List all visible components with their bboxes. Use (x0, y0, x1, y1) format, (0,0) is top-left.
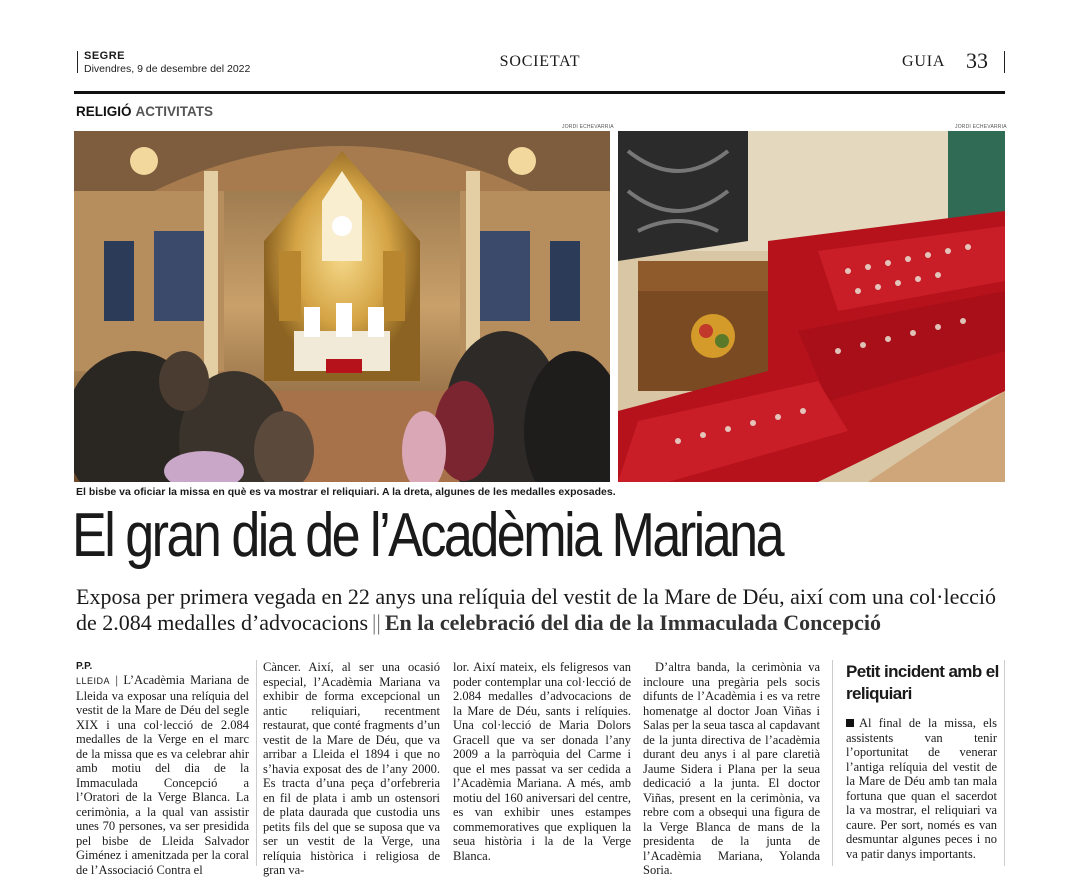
column-divider (256, 660, 257, 866)
subhead-main: Exposa per primera vegada en 22 anys una relíquia del vestit de la Mare de Déu, així com una col·lecció de 2.084 medalles d’advocacions (76, 584, 996, 635)
square-bullet-icon (846, 719, 854, 727)
header-right-bar (1004, 51, 1005, 73)
subheadline (76, 584, 1006, 636)
article-column-1: LLEIDA | L’Acadèmia Mariana de Lleida va exposar una relíquia del vestit de la Mare de Déu del segle XIX i una col·lecció de 2.084 medalles de la Verge en el marc de la missa que es va celebrar ahir amb motiu del dia de la Immaculada Concepció a l’Oratori de la Verge Blanca. La cerimònia, a la qual van assistir unes 70 persones, va ser presidida pel bisbe de Lleida Salvador Giménez i amenitzada per la coral de l’Associació Contra el (76, 673, 249, 877)
sidebar-right-rule (1004, 660, 1005, 866)
sidebar-text: Al final de la missa, els assistents van tenir l’oportunitat de venerar l’antiga relíquia del vestit de la Mare de Déu amb tan mala fortuna que quan el sacerdot la va mostrar, el reliquiari va caure. Per sort, només es van desmuntar algunes peces i no va patir danys importants. (846, 716, 997, 861)
newspaper-brand: SEGRE (84, 50, 126, 62)
chapel-mass-photo (74, 131, 610, 482)
header-rule (74, 91, 1005, 94)
sidebar-body (846, 716, 997, 861)
photo-credit-right: JORDI ECHEVARRIA (955, 124, 1007, 130)
sidebar-left-rule (832, 660, 833, 866)
kicker (76, 104, 213, 119)
article-column-3: lor. Així mateix, els feligresos van poder contemplar una col·lecció de 2.084 medalles d’advocacions de la Mare de Déu, sants i relíquies. Una col·lecció de Maria Dolors Gracell que va ser donada l’any 2009 a la parròquia del Carme i que el mes passat va ser cedida a l’Acadèmia Mariana. A més, amb motiu del 160 aniversari del centre, es van exhibir unes estampes commemoratives que expliquen la seua història i la de la Verge Blanca. (453, 660, 631, 863)
article-column-2: Càncer. Així, al ser una ocasió especial, l’Acadèmia Mariana va exhibir de forma excepcional un antic reliquiari, recentment restaurat, que conté fragments d’un vestit de la Mare de Déu, que va arribar a Lleida el 1894 i que no s’havia exposat des de l’any 2000. Es tracta d’una peça d’orfebreria en fil de plata i amb un ostensori de plata daurada que custodia uns petits fils del que se suposa que va ser un vestit de la Verge, una relíquia històrica i religiosa de gran va- (263, 660, 440, 877)
kicker-primary: RELIGIÓ (76, 104, 132, 119)
page-number: 33 (966, 48, 988, 73)
column-1-text: L’Acadèmia Mariana de Lleida va exposar una relíquia del vestit de la Mare de Déu del segle XIX i una col·lecció de 2.084 medalles de la Verge en el marc de la missa que es va celebrar ahir amb motiu del dia de la Immaculada Concepció a l’Oratori de la Verge Blanca. La cerimònia, a la qual van assistir unes 70 persones, va ser presidida pel bisbe de Lleida Salvador Giménez i amenitzada per la coral de l’Associació Contra el (76, 673, 249, 877)
headline: El gran dia de l’Acadèmia Mariana (72, 501, 783, 570)
medals-display-photo (618, 131, 1005, 482)
photo-credit-left: JORDI ECHEVARRIA (562, 124, 614, 130)
article-column-4: D’altra banda, la cerimònia va incloure una pregària pels socis difunts de l’Acadèmia i es va retre homenatge al doctor Joan Viñas i Salas per la seua tasca al capdavant de la junta directiva de l’acadèmia durant deu anys i al pare claretià Jaume Sidera i Plana per la seua dedicació a la junta. El doctor Viñas, present en la cerimònia, va rebre com a obsequi una figura de la Verge Blanca de mans de la presidenta de la junta de l’Acadèmia Mariana, Yolanda Soria. (643, 660, 820, 877)
byline: P.P. (76, 661, 93, 672)
dateline-location: LLEIDA (76, 676, 111, 686)
guide-label: GUIA (902, 53, 946, 70)
subhead-secondary: En la celebració del dia de la Immaculada Concepció (384, 610, 882, 635)
kicker-secondary: ACTIVITATS (135, 104, 214, 119)
subhead-separator: || (372, 610, 381, 635)
photo-caption: El bisbe va oficiar la missa en què es va mostrar el reliquiari. A la dreta, algunes de les medalles exposades. (76, 486, 616, 498)
section-name: SOCIETAT (499, 53, 581, 70)
sidebar-title: Petit incident amb el reliquiari (846, 662, 999, 703)
issue-date: Divendres, 9 de desembre del 2022 (84, 63, 251, 75)
